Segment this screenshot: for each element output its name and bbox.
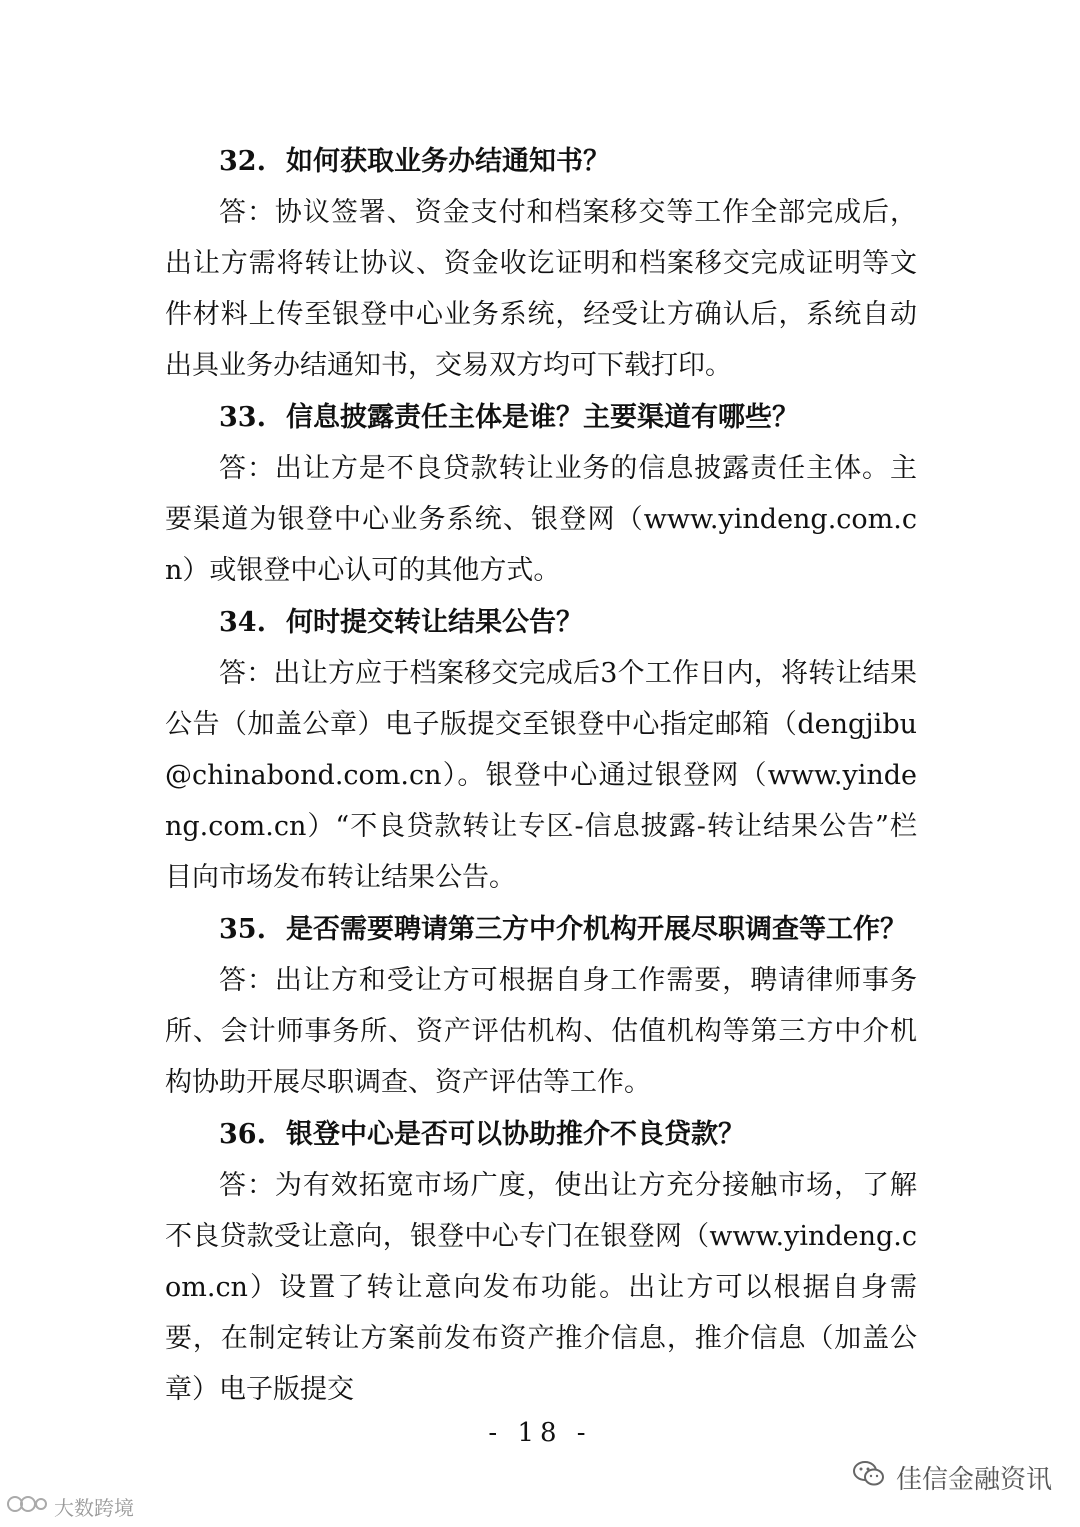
question-number: 32. — [219, 146, 266, 177]
answer-paragraph: 答：出让方和受让方可根据自身工作需要，聘请律师事务所、会计师事务所、资产评估机构、估值机构等第三方中介机构协助开展尽职调查、资产评估等工作。 — [165, 965, 917, 1098]
question-heading — [165, 136, 917, 187]
question-number: 36. — [219, 1119, 266, 1150]
question-heading — [165, 904, 917, 955]
question-text: 银登中心是否可以协助推介不良贷款？ — [285, 1119, 745, 1150]
question-number: 33. — [219, 402, 266, 433]
watermark-text: 佳信金融资讯 — [895, 1464, 1052, 1495]
question-text: 信息披露责任主体是谁？主要渠道有哪些？ — [285, 402, 799, 433]
watermark-right — [852, 1457, 1052, 1497]
answer-paragraph: 答：协议签署、资金支付和档案移交等工作全部完成后，出让方需将转让协议、资金收讫证明和档案移交完成证明等文件材料上传至银登中心业务系统，经受让方确认后，系统自动出具业务办结通知书，交易双方均可下载打印。 — [165, 197, 917, 381]
question-heading — [165, 392, 917, 443]
document-body — [165, 136, 917, 1416]
answer-paragraph: 答：出让方应于档案移交完成后3个工作日内，将转让结果公告（加盖公章）电子版提交至银登中心指定邮箱（dengjibu@chinabond.com.cn）。银登中心通过银登网（www.yindeng.com.cn）“不良贷款转让专区-信息披露-转让结果公告”栏目向市场发布转让结果公告。 — [165, 658, 917, 893]
question-text: 何时提交转让结果公告？ — [285, 607, 583, 638]
answer-paragraph: 答：为有效拓宽市场广度，使出让方充分接触市场，了解不良贷款受让意向，银登中心专门在银登网（www.yindeng.com.cn）设置了转让意向发布功能。出让方可以根据自身需要，在制定转让方案前发布资产推介信息，推介信息（加盖公章）电子版提交 — [165, 1170, 917, 1405]
watermark-left — [6, 1490, 134, 1522]
wechat-icon — [852, 1459, 886, 1496]
question-number: 34. — [219, 607, 266, 638]
logo-icon — [6, 1492, 48, 1521]
page-number: - 18 - — [488, 1418, 592, 1448]
question-heading — [165, 1109, 917, 1160]
answer-paragraph: 答：出让方是不良贷款转让业务的信息披露责任主体。主要渠道为银登中心业务系统、银登网（www.yindeng.com.cn）或银登中心认可的其他方式。 — [165, 453, 917, 586]
question-text: 是否需要聘请第三方中介机构开展尽职调查等工作？ — [285, 914, 907, 945]
question-text: 如何获取业务办结通知书？ — [285, 146, 610, 177]
question-heading — [165, 597, 917, 648]
question-number: 35. — [219, 914, 266, 945]
watermark-text: 大数跨境 — [54, 1495, 134, 1520]
